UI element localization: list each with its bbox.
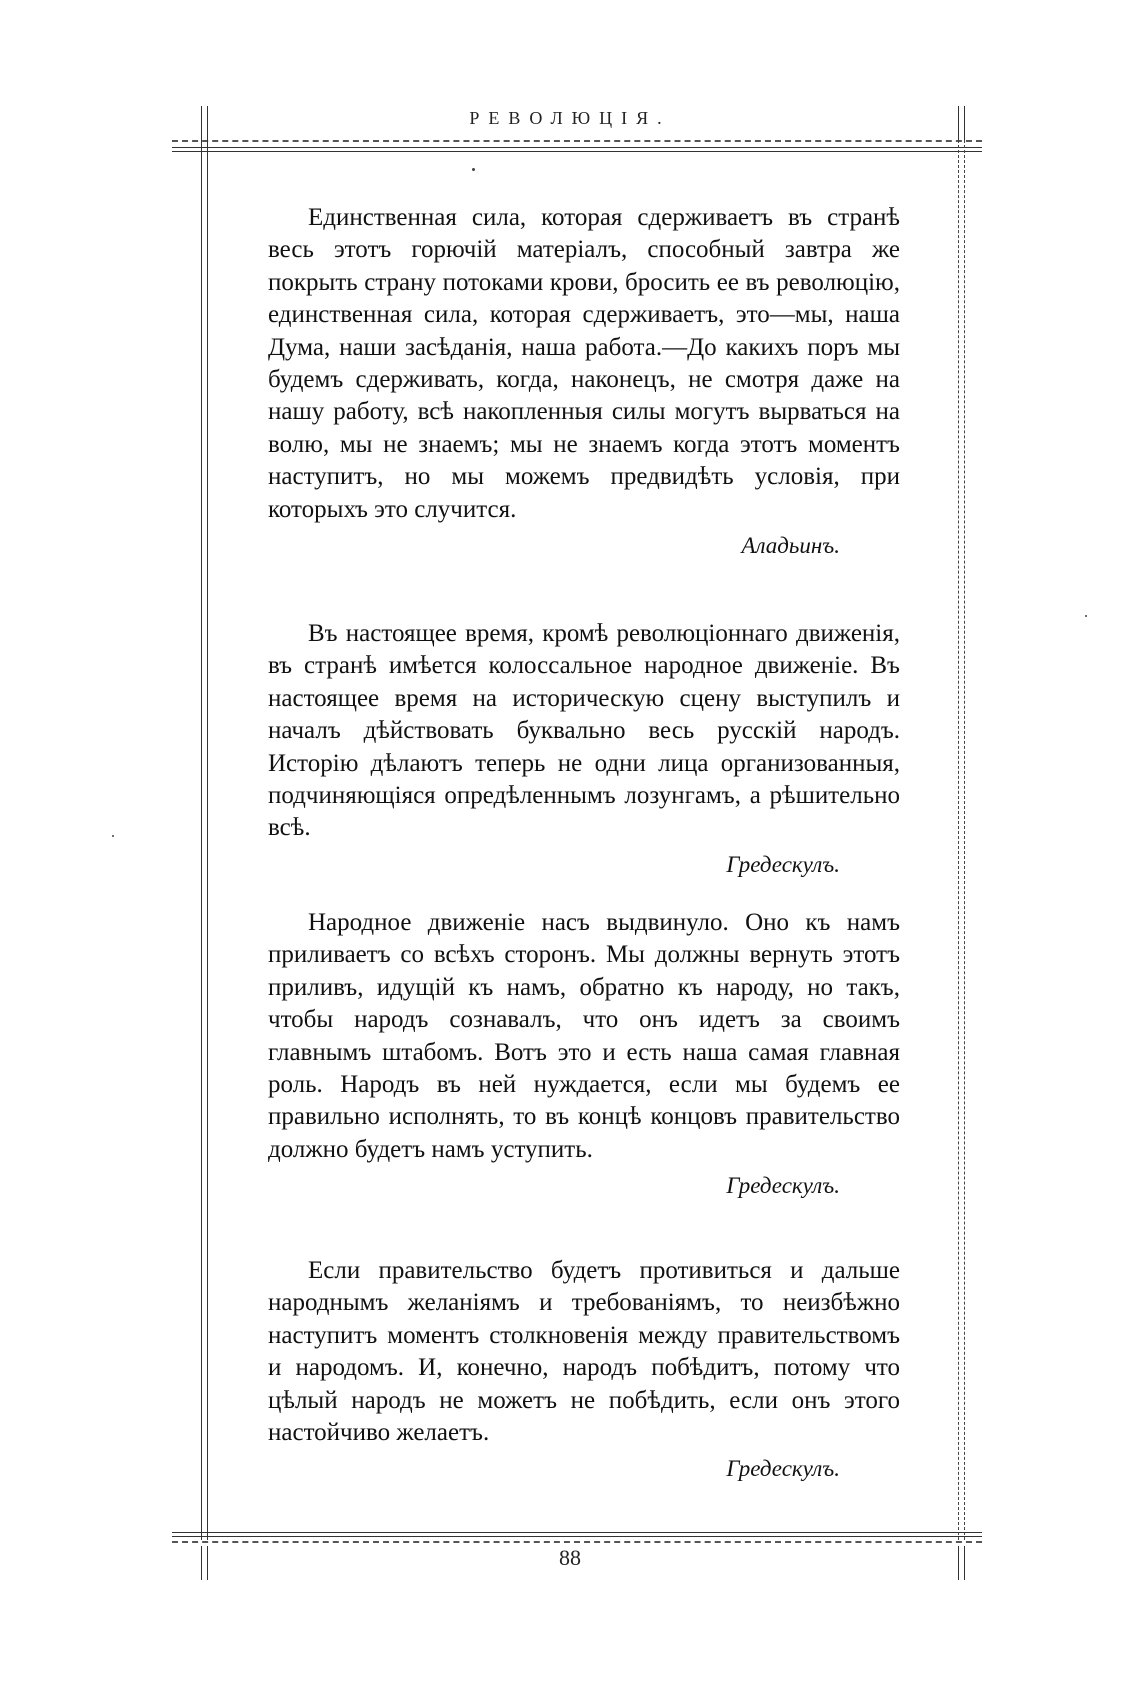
right-frame-line [958, 140, 965, 1540]
quote-author: Гредескулъ. [726, 1456, 840, 1482]
quote-block-4 [268, 1255, 900, 1486]
bottom-dashed-rule [172, 1541, 982, 1543]
running-head: РЕВОЛЮЦІЯ. [469, 108, 671, 128]
ink-speck [472, 168, 475, 171]
quote-author: Гредескулъ. [726, 851, 840, 877]
ink-speck [112, 835, 114, 837]
page-number: 88 [559, 1545, 581, 1570]
top-dashed-rule [172, 140, 982, 142]
left-frame-line [201, 140, 208, 1540]
quote-text: Единственная сила, которая сдерживаетъ въ странѣ весь этотъ горючій матеріалъ, способный завтра же покрыть страну потоками крови, бросить ее въ революцію, единственная сила, которая сдерживаетъ, это—мы, наша Дума, наши засѣданія, наша работа.—До какихъ поръ мы будемъ сдерживать, когда, наконецъ, не смотря даже на нашу работу, всѣ накопленныя силы могутъ вырваться на волю, мы не знаемъ; мы не знаемъ когда этотъ моментъ наступитъ, но мы можемъ предвидѣть условія, при которыхъ это случится. [268, 204, 900, 523]
quote-block-3 [268, 907, 900, 1203]
quote-text: Въ настоящее время, кромѣ революціоннаго движенія, въ странѣ имѣется колоссальное народное движеніе. Въ настоящее время на историческую сцену выступилъ и началъ дѣйствовать буквально весь русскій народъ. Исторію дѣлаютъ теперь не одни лица организованныя, подчиняющіяся опредѣленнымъ лозунгамъ, а рѣшительно всѣ. [268, 620, 900, 842]
quote-block-2 [268, 618, 900, 881]
quote-author: Аладьинъ. [741, 533, 840, 559]
right-top-mark [958, 106, 965, 140]
top-double-rule [172, 147, 982, 152]
quote-author: Гредескулъ. [726, 1173, 840, 1199]
quote-block-1 [268, 202, 900, 562]
bottom-double-rule [172, 1532, 982, 1537]
left-top-mark [201, 106, 208, 140]
quote-text: Народное движеніе насъ выдвинуло. Оно къ намъ приливаетъ со всѣхъ сторонъ. Мы должны вернуть этотъ приливъ, идущій къ намъ, обратно къ народу, но такъ, чтобы народъ сознавалъ, что онъ идетъ за своимъ главнымъ штабомъ. Вотъ это и есть наша самая главная роль. Народъ въ ней нуждается, если мы будемъ ее правильно исполнять, то въ концѣ концовъ правительство должно будетъ намъ уступить. [268, 909, 900, 1163]
quote-text: Если правительство будетъ противиться и дальше народнымъ желаніямъ и требованіямъ, то неизбѣжно наступитъ моментъ столкновенія между правительствомъ и народомъ. И, конечно, народъ побѣдитъ, потому что цѣлый народъ не можетъ не побѣдить, если онъ этого настойчиво желаетъ. [268, 1257, 900, 1447]
ink-speck [1085, 615, 1087, 617]
